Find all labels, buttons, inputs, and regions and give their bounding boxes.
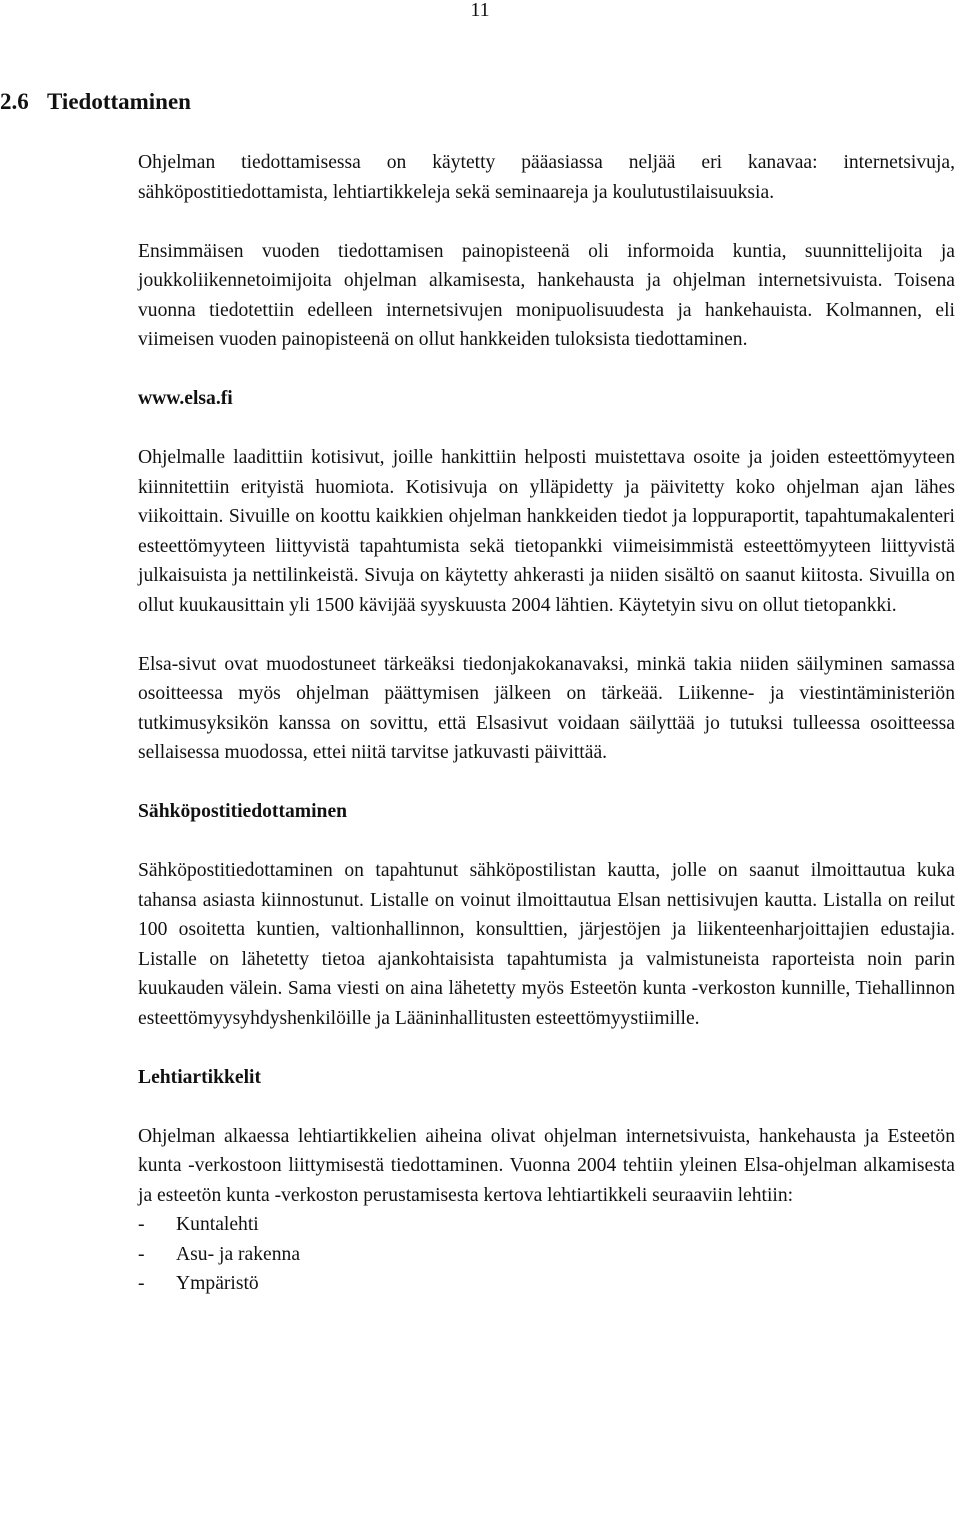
paragraph-elsa-sites: Elsa-sivut ovat muodostuneet tärkeäksi tiedonjakokanavaksi, minkä takia niiden säilyminen samassa osoitteessa myös ohjelman päättymisen jälkeen on tärkeää. Liikenne- ja viestintäministeriön tutkimusyksikön kanssa on sovittu, että Elsasivut voidaan säilyttää jo tutuksi tulleessa osoitteessa sellaisessa muodossa, ettei niitä tarvitse jatkuvasti päivittää.	[138, 653, 955, 763]
section-number: 2.6	[0, 89, 29, 114]
list-item	[138, 1210, 955, 1240]
subheading-articles: Lehtiartikkelit	[138, 1066, 261, 1088]
list-marker: -	[138, 1273, 145, 1294]
list-marker: -	[138, 1243, 145, 1265]
page-number: 11	[470, 0, 490, 21]
paragraph-focus: Ensimmäisen vuoden tiedottamisen painopisteenä oli informoida kuntia, suunnittelijoita ja joukkoliikennetoimijoita ohjelman alkamisesta, hankehausta ja ohjelman internetsivuista. Toisena vuonna tiedotettiin edelleen internetsivujen monipuolisuudesta ja hankehauista. Kolmannen, eli viimeisen vuoden painopisteenä on ollut hankkeiden tuloksista tiedottaminen.	[138, 240, 955, 350]
list-item-text: Ympäristö	[176, 1273, 259, 1294]
list-item	[138, 1269, 955, 1299]
magazine-list	[138, 1210, 955, 1299]
paragraph-articles: Ohjelman alkaessa lehtiartikkelien aiheina olivat ohjelman internetsivuista, hankehausta ja Esteetön kunta -verkostoon liittymisestä tiedottaminen. Vuonna 2004 tehtiin yleinen Elsa-ohjelman alkamisesta ja esteetön kunta -verkoston perustamisesta kertova lehtiartikkeli seuraaviin lehtiin:	[138, 1125, 955, 1206]
paragraph-website: Ohjelmalle laadittiin kotisivut, joille hankittiin helposti muistettava osoite ja joiden esteettömyyteen kiinnitettiin erityistä huomiota. Kotisivuja on ylläpidetty ja päivitetty koko ohjelman ajan lähes viikoittain. Sivuille on koottu kaikkien ohjelman hankkeiden tiedot ja loppuraportit, tapahtumakalenteri esteettömyyteen liittyvistä tapahtumista sekä tietopankki viimeisimmistä esteettömyyteen liittyvistä julkaisuista ja nettilinkeistä. Sivuja on käytetty ahkerasti ja niiden sisältö on saanut kiitosta. Sivuilla on ollut kuukausittain yli 1500 kävijää syyskuusta 2004 lähtien. Käytetyin sivu on ollut tietopankki.	[138, 447, 955, 616]
subheading-email: Sähköpostitiedottaminen	[138, 801, 348, 822]
section-title: Tiedottaminen	[47, 89, 191, 114]
section-heading	[0, 88, 191, 116]
list-item-text: Kuntalehti	[176, 1214, 259, 1235]
list-item	[138, 1240, 955, 1270]
document-body	[138, 148, 955, 1299]
subheading-website: www.elsa.fi	[138, 388, 233, 409]
paragraph-email: Sähköpostitiedottaminen on tapahtunut sähköpostilistan kautta, jolle on saanut ilmoittautua kuka tahansa asiasta kiinnostunut. Listalle on voinut ilmoittautua Elsan nettisivujen kautta. Listalla on reilut 100 osoitetta kuntien, valtionhallinnon, konsulttien, järjestöjen ja liikenteenharjoittajien edustajia. Listalle on lähetetty tietoa ajankohtaisista tapahtumista ja valmistuneista raporteista noin parin kuukauden välein. Sama viesti on aina lähetetty myös Esteetön kunta -verkoston kunnille, Tiehallinnon esteettömyysyhdyshenkilöille ja Lääninhallitusten esteettömyystiimille.	[138, 860, 955, 1029]
paragraph-channels: Ohjelman tiedottamisessa on käytetty pääasiassa neljää eri kanavaa: internetsivuja, sähköpostitiedottamista, lehtiartikkeleja sekä seminaareja ja koulutustilaisuuksia.	[138, 152, 955, 203]
list-marker: -	[138, 1214, 145, 1235]
list-item-text: Asu- ja rakenna	[176, 1243, 301, 1265]
